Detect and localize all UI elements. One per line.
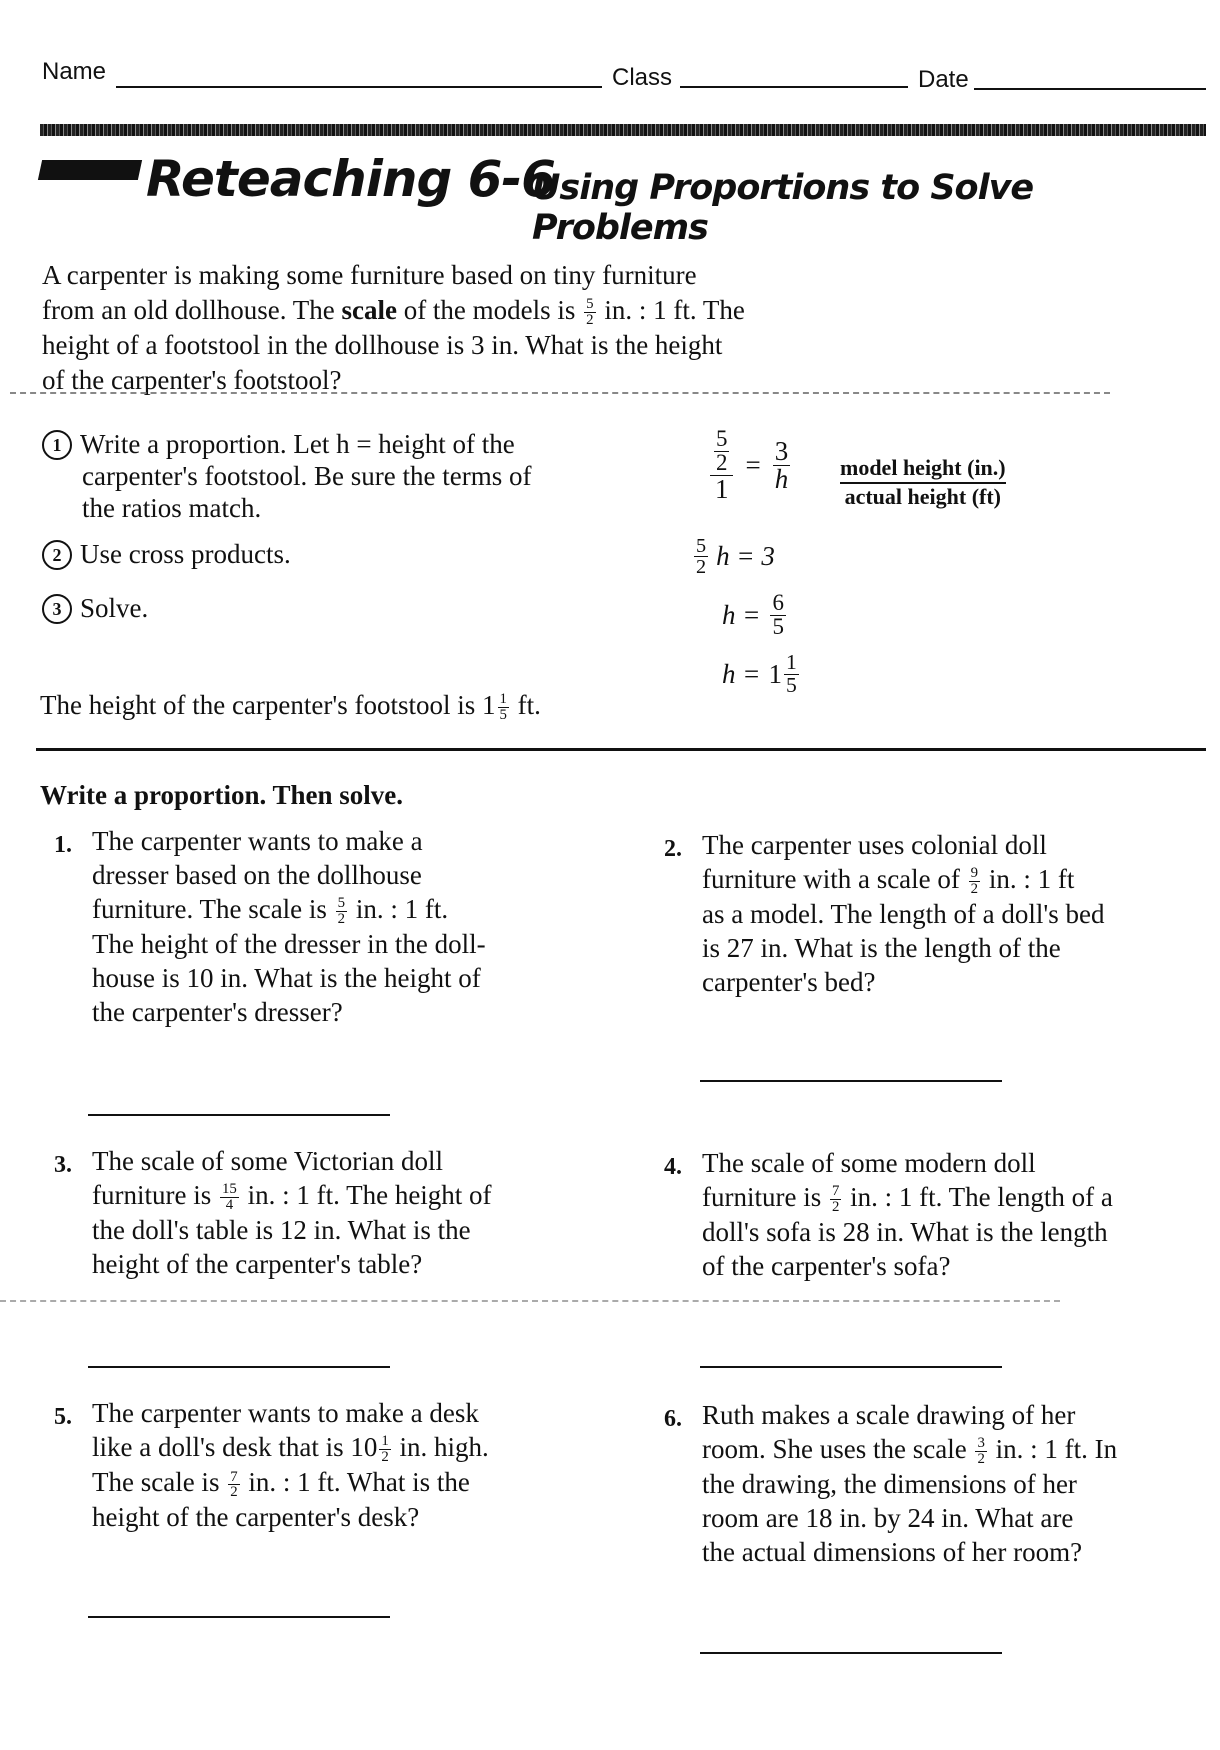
step-1 — [42, 428, 531, 524]
step-3 — [42, 592, 148, 624]
ratio-fraction: $\frac{3}{h}$ — [774, 435, 789, 494]
intro-line — [42, 293, 922, 328]
scan-artifact-line — [0, 1300, 1060, 1302]
equals-sign: = — [745, 449, 761, 480]
conclusion: The height of the carpenter's footstool is 1 $\frac{1}{5}$ ft. — [40, 690, 541, 724]
actual-height-label: actual height (ft) — [844, 484, 1002, 509]
intro-divider — [10, 392, 1110, 394]
intro-line: A carpenter is making some furniture based on tiny furniture — [42, 260, 697, 290]
intro-scale-term: scale — [341, 295, 397, 325]
step-text: the ratios match. — [82, 493, 262, 523]
step-number: 1 — [42, 430, 72, 460]
model-height-label: model height (in.) — [840, 455, 1006, 484]
date-label: Date — [918, 66, 969, 93]
answer-line-5[interactable] — [88, 1616, 390, 1618]
step-number: 2 — [42, 540, 72, 570]
intro-paragraph — [42, 258, 922, 398]
step-text: Solve. — [80, 593, 149, 623]
class-field-line[interactable] — [680, 86, 908, 88]
section-divider — [36, 748, 1206, 751]
proportion-equation — [708, 428, 792, 503]
answer-line-6[interactable] — [700, 1652, 1002, 1654]
header-divider — [40, 124, 1206, 136]
step-2 — [42, 538, 291, 570]
intro-text: from an old dollhouse. The — [42, 295, 335, 325]
step-text: Write a proportion. Let h = height of the — [80, 429, 515, 459]
problem-number: 2. — [664, 836, 682, 862]
intro-line: height of a footstool in the dollhouse is 3 in. What is the height — [42, 330, 723, 361]
intro-fraction: $\frac{5}{2}$ — [586, 296, 594, 329]
answer-line-4[interactable] — [700, 1366, 1002, 1368]
intro-text: in. : 1 ft. The — [604, 295, 745, 325]
ratio-labels — [840, 455, 1006, 510]
problem-number: 1. — [54, 832, 72, 858]
title-accent-bar — [38, 160, 142, 180]
problem-number: 6. — [664, 1406, 682, 1432]
complex-fraction: $\frac{\frac{5}{2}}{1}$ — [710, 428, 733, 503]
answer-line-1[interactable] — [88, 1114, 390, 1116]
intro-text: of the models is — [403, 295, 576, 325]
step-text: carpenter's footstool. Be sure the terms of — [82, 461, 532, 491]
solve-equation-2: h = 1 $\frac{1}{5}$ — [722, 650, 797, 697]
problem-number: 3. — [54, 1152, 72, 1178]
solve-equation-1: h = $\frac{6}{5}$ — [722, 590, 784, 639]
problem-number: 5. — [54, 1404, 72, 1430]
step-text: Use cross products. — [80, 539, 291, 569]
cross-product-equation: $\frac{5}{2}$ h = 3 — [696, 535, 775, 579]
date-field-line[interactable] — [974, 88, 1206, 90]
page-title: Reteaching 6-6 — [146, 150, 555, 208]
name-label: Name — [42, 58, 107, 85]
step-number: 3 — [42, 594, 72, 624]
class-label: Class — [612, 64, 673, 91]
answer-line-2[interactable] — [700, 1080, 1002, 1082]
page-subtitle: Using Proportions to Solve Problems — [532, 168, 1034, 248]
intro-line: of the carpenter's footstool? — [42, 365, 342, 396]
name-field-line[interactable] — [116, 86, 602, 88]
answer-line-3[interactable] — [88, 1366, 390, 1368]
problem-number: 4. — [664, 1154, 682, 1180]
instructions: Write a proportion. Then solve. — [40, 780, 404, 810]
